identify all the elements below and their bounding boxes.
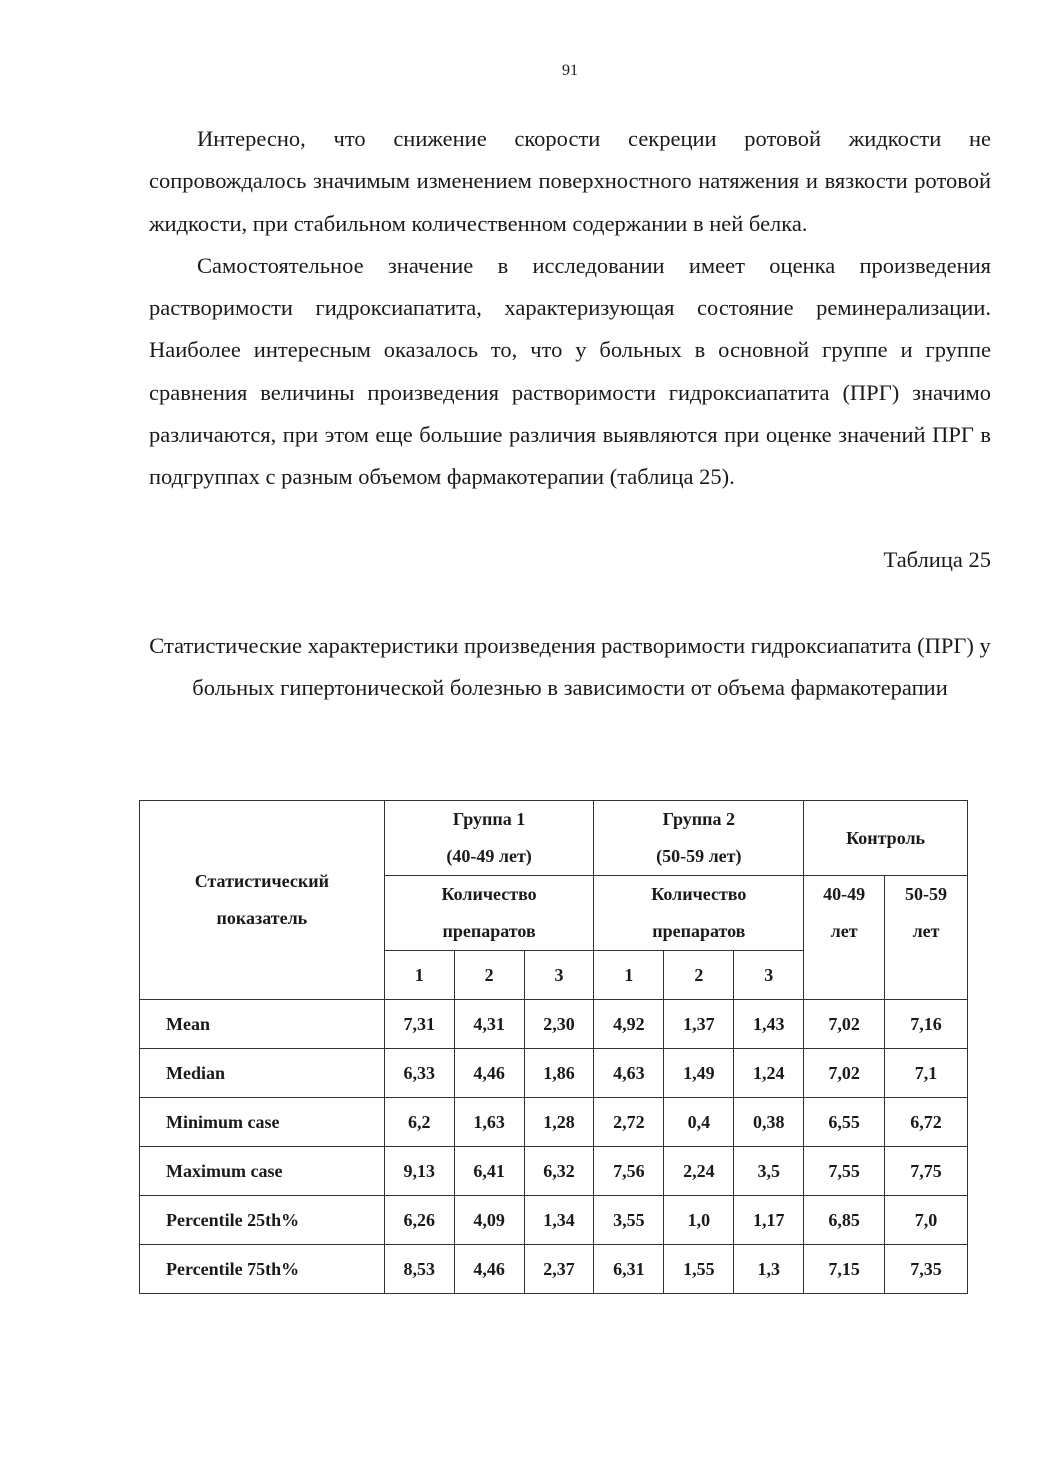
table-row xyxy=(140,1098,968,1147)
value-cell: 6,31 xyxy=(594,1245,664,1294)
value-cell: 3,5 xyxy=(734,1147,804,1196)
drugs-line1: Количество xyxy=(651,884,747,904)
value-cell: 1,55 xyxy=(664,1245,734,1294)
value-cell: 1,28 xyxy=(524,1098,594,1147)
control-age1-header xyxy=(804,876,885,1000)
drug-count-cell: 3 xyxy=(524,951,594,1000)
body-text xyxy=(149,118,991,499)
value-cell: 7,1 xyxy=(885,1049,968,1098)
row-label: Median xyxy=(140,1049,385,1098)
table-row xyxy=(140,1049,968,1098)
value-cell: 0,38 xyxy=(734,1098,804,1147)
value-cell: 1,0 xyxy=(664,1196,734,1245)
group1-drugs-header xyxy=(384,876,594,951)
value-cell: 1,3 xyxy=(734,1245,804,1294)
value-cell: 6,85 xyxy=(804,1196,885,1245)
table-row xyxy=(140,1147,968,1196)
drug-count-cell: 3 xyxy=(734,951,804,1000)
stat-header-line2: показатель xyxy=(216,908,308,928)
value-cell: 1,34 xyxy=(524,1196,594,1245)
value-cell: 2,30 xyxy=(524,1000,594,1049)
drugs-line2: препаратов xyxy=(442,921,536,941)
group1-header xyxy=(384,801,594,876)
value-cell: 6,2 xyxy=(384,1098,454,1147)
value-cell: 7,31 xyxy=(384,1000,454,1049)
value-cell: 1,49 xyxy=(664,1049,734,1098)
control-header: Контроль xyxy=(804,801,968,876)
drugs-line2: препаратов xyxy=(652,921,746,941)
value-cell: 6,33 xyxy=(384,1049,454,1098)
page-number: 91 xyxy=(562,62,578,79)
value-cell: 7,55 xyxy=(804,1147,885,1196)
row-label: Mean xyxy=(140,1000,385,1049)
value-cell: 4,46 xyxy=(454,1245,524,1294)
control-age2-header xyxy=(885,876,968,1000)
value-cell: 6,55 xyxy=(804,1098,885,1147)
value-cell: 6,32 xyxy=(524,1147,594,1196)
value-cell: 1,86 xyxy=(524,1049,594,1098)
value-cell: 6,72 xyxy=(885,1098,968,1147)
value-cell: 7,56 xyxy=(594,1147,664,1196)
value-cell: 8,53 xyxy=(384,1245,454,1294)
table-title: Статистические характеристики произведения растворимости гидроксиапатита (ПРГ) у больных гипертонической болезнью в зависимости от объема фармакотерапии xyxy=(149,633,991,701)
drug-count-cell: 2 xyxy=(664,951,734,1000)
row-label: Percentile 75th% xyxy=(140,1245,385,1294)
table-row xyxy=(140,1245,968,1294)
value-cell: 1,17 xyxy=(734,1196,804,1245)
table-row xyxy=(140,1000,968,1049)
control-age1-line2: лет xyxy=(830,921,858,941)
group2-line1: Группа 2 xyxy=(662,809,735,829)
group1-line1: Группа 1 xyxy=(452,809,526,829)
paragraph-2: Самостоятельное значение в исследовании имеет оценка произведения растворимости гидроксиапатита, характеризующая состояние реминерализации. Наиболее интересным оказалось то, что у больных в основной группе и группе сравнения величины произведения растворимости гидроксиапатита (ПРГ) значимо различаются, при этом еще большие различия выявляются при оценке значений ПРГ в подгруппах с разным объемом фармакотерапии (таблица 25). xyxy=(149,252,991,490)
value-cell: 4,63 xyxy=(594,1049,664,1098)
drug-count-cell: 1 xyxy=(594,951,664,1000)
value-cell: 6,26 xyxy=(384,1196,454,1245)
row-label: Percentile 25th% xyxy=(140,1196,385,1245)
control-age2-line1: 50-59 xyxy=(905,884,948,904)
stat-header-cell xyxy=(140,801,385,1000)
group2-header xyxy=(594,801,804,876)
value-cell: 1,63 xyxy=(454,1098,524,1147)
value-cell: 7,35 xyxy=(885,1245,968,1294)
value-cell: 4,09 xyxy=(454,1196,524,1245)
value-cell: 7,16 xyxy=(885,1000,968,1049)
value-cell: 1,43 xyxy=(734,1000,804,1049)
value-cell: 4,92 xyxy=(594,1000,664,1049)
value-cell: 7,02 xyxy=(804,1049,885,1098)
statistics-table xyxy=(139,800,968,1294)
header-row-groups xyxy=(140,801,968,876)
value-cell: 4,31 xyxy=(454,1000,524,1049)
value-cell: 6,41 xyxy=(454,1147,524,1196)
stat-header-line1: Статистический xyxy=(194,871,329,891)
control-age1-line1: 40-49 xyxy=(823,884,866,904)
value-cell: 2,72 xyxy=(594,1098,664,1147)
drug-count-cell: 2 xyxy=(454,951,524,1000)
table-label: Таблица 25 xyxy=(883,547,991,572)
paragraph-1: Интересно, что снижение скорости секреции ротовой жидкости не сопровождалось значимым изменением поверхностного натяжения и вязкости ротовой жидкости, при стабильном количественном содержании в ней белка. xyxy=(149,126,991,236)
value-cell: 0,4 xyxy=(664,1098,734,1147)
row-label: Minimum case xyxy=(140,1098,385,1147)
value-cell: 7,15 xyxy=(804,1245,885,1294)
value-cell: 4,46 xyxy=(454,1049,524,1098)
value-cell: 1,37 xyxy=(664,1000,734,1049)
drug-count-cell: 1 xyxy=(384,951,454,1000)
value-cell: 7,75 xyxy=(885,1147,968,1196)
group2-drugs-header xyxy=(594,876,804,951)
group1-line2: (40-49 лет) xyxy=(446,846,532,866)
table-row xyxy=(140,1196,968,1245)
control-age2-line2: лет xyxy=(912,921,940,941)
value-cell: 2,24 xyxy=(664,1147,734,1196)
value-cell: 9,13 xyxy=(384,1147,454,1196)
row-label: Maximum case xyxy=(140,1147,385,1196)
value-cell: 7,02 xyxy=(804,1000,885,1049)
value-cell: 3,55 xyxy=(594,1196,664,1245)
group2-line2: (50-59 лет) xyxy=(656,846,742,866)
value-cell: 1,24 xyxy=(734,1049,804,1098)
value-cell: 2,37 xyxy=(524,1245,594,1294)
value-cell: 7,0 xyxy=(885,1196,968,1245)
drugs-line1: Количество xyxy=(441,884,537,904)
